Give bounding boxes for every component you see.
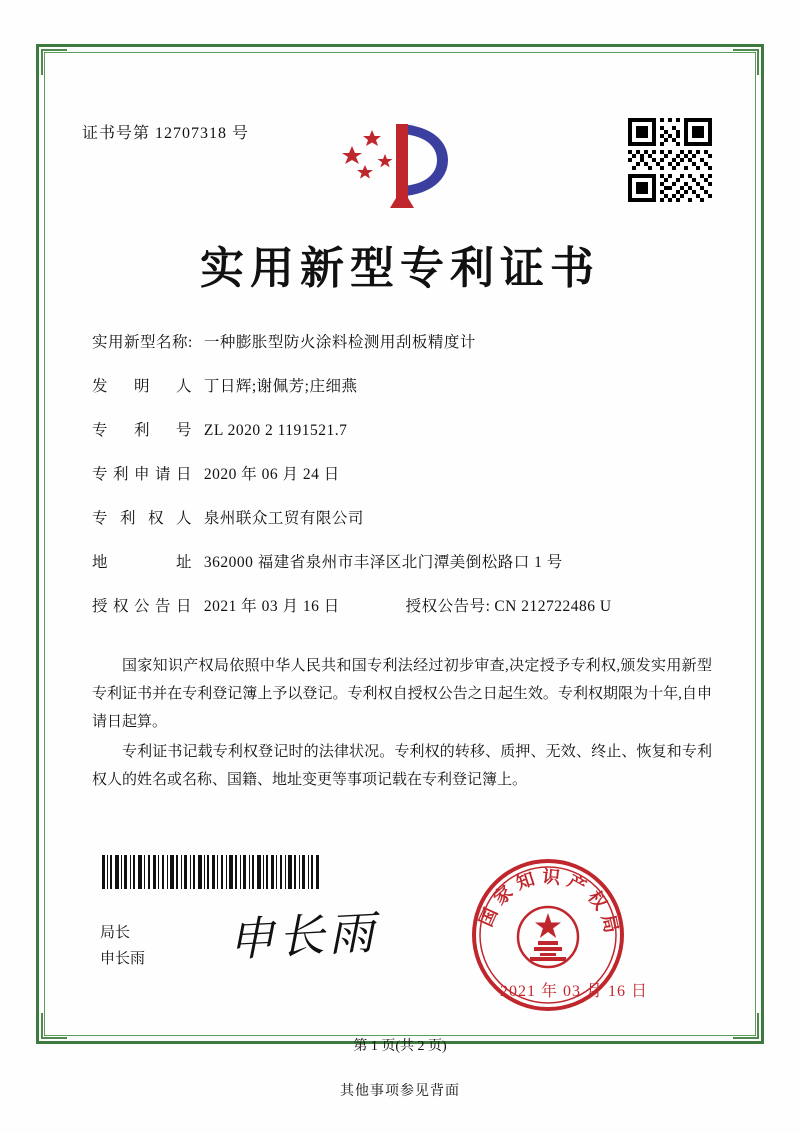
seal-date: 2021 年 03 月 16 日 (500, 983, 649, 1000)
corner-ornament-top-right (733, 49, 759, 75)
legal-paragraph-1: 国家知识产权局依照中华人民共和国专利法经过初步审查,决定授予专利权,颁发实用新型专利证书并在专利登记簿上予以登记。专利权自授权公告之日起生效。专利权期限为十年,自申请日起算。 (92, 658, 712, 730)
field-row-application-date (92, 462, 712, 506)
field-row-patentee (92, 506, 712, 550)
cnipa-patent-emblem-icon (338, 108, 458, 218)
field-row-patent-number (92, 418, 712, 462)
field-value: 362000 福建省泉州市丰泽区北门潭美倒松路口 1 号 (203, 554, 563, 571)
barcode-icon (100, 855, 320, 889)
certificate-number: 证书号第 12707318 号 (82, 125, 250, 142)
grant-number-label: 授权公告号: (405, 598, 491, 615)
svg-text:国家知识产权局: 国家知识产权局 (475, 866, 623, 941)
field-value: 泉州联众工贸有限公司 (203, 510, 364, 527)
field-value: 丁日辉;谢佩芳;庄细燕 (203, 378, 358, 395)
grant-date-value: 2021 年 03 月 16 日 (203, 598, 340, 615)
field-list (92, 330, 712, 638)
field-label: 发 明 人 (92, 378, 192, 395)
corner-ornament-top-left (41, 49, 67, 75)
field-label: 专 利 号 (92, 422, 192, 439)
field-label: 专 利 权 人 (92, 510, 192, 527)
footer-note: 其他事项参见背面 (340, 1084, 460, 1099)
field-value: 2020 年 06 月 24 日 (203, 466, 340, 483)
field-row-grant-announcement (92, 594, 712, 638)
legal-paragraph-2: 专利证书记载专利权登记时的法律状况。专利权的转移、质押、无效、终止、恢复和专利权人的姓名或名称、国籍、地址变更等事项记载在专利登记簿上。 (92, 744, 712, 788)
field-label: 实用新型名称: (92, 334, 193, 351)
page-number: 第 1 页(共 2 页) (353, 1039, 447, 1054)
field-label: 地 址 (92, 554, 192, 571)
legal-text (92, 652, 712, 796)
page-title: 实用新型专利证书 (200, 243, 600, 294)
director-name: 申长雨 (100, 951, 146, 967)
director-label: 局长 (100, 925, 131, 941)
qr-code-icon (628, 118, 712, 202)
handwritten-signature-icon: 申长雨 (226, 905, 380, 967)
field-label: 专利申请日 (92, 466, 192, 483)
field-row-address (92, 550, 712, 594)
field-row-inventors (92, 374, 712, 418)
field-row-invention-name (92, 330, 712, 374)
field-value: 一种膨胀型防火涂料检测用刮板精度计 (203, 334, 476, 351)
grant-date-label: 授权公告日 (92, 598, 192, 615)
director-block (100, 920, 145, 972)
field-value: ZL 2020 2 1191521.7 (203, 422, 348, 439)
grant-number-value: CN 212722486 U (494, 598, 612, 615)
